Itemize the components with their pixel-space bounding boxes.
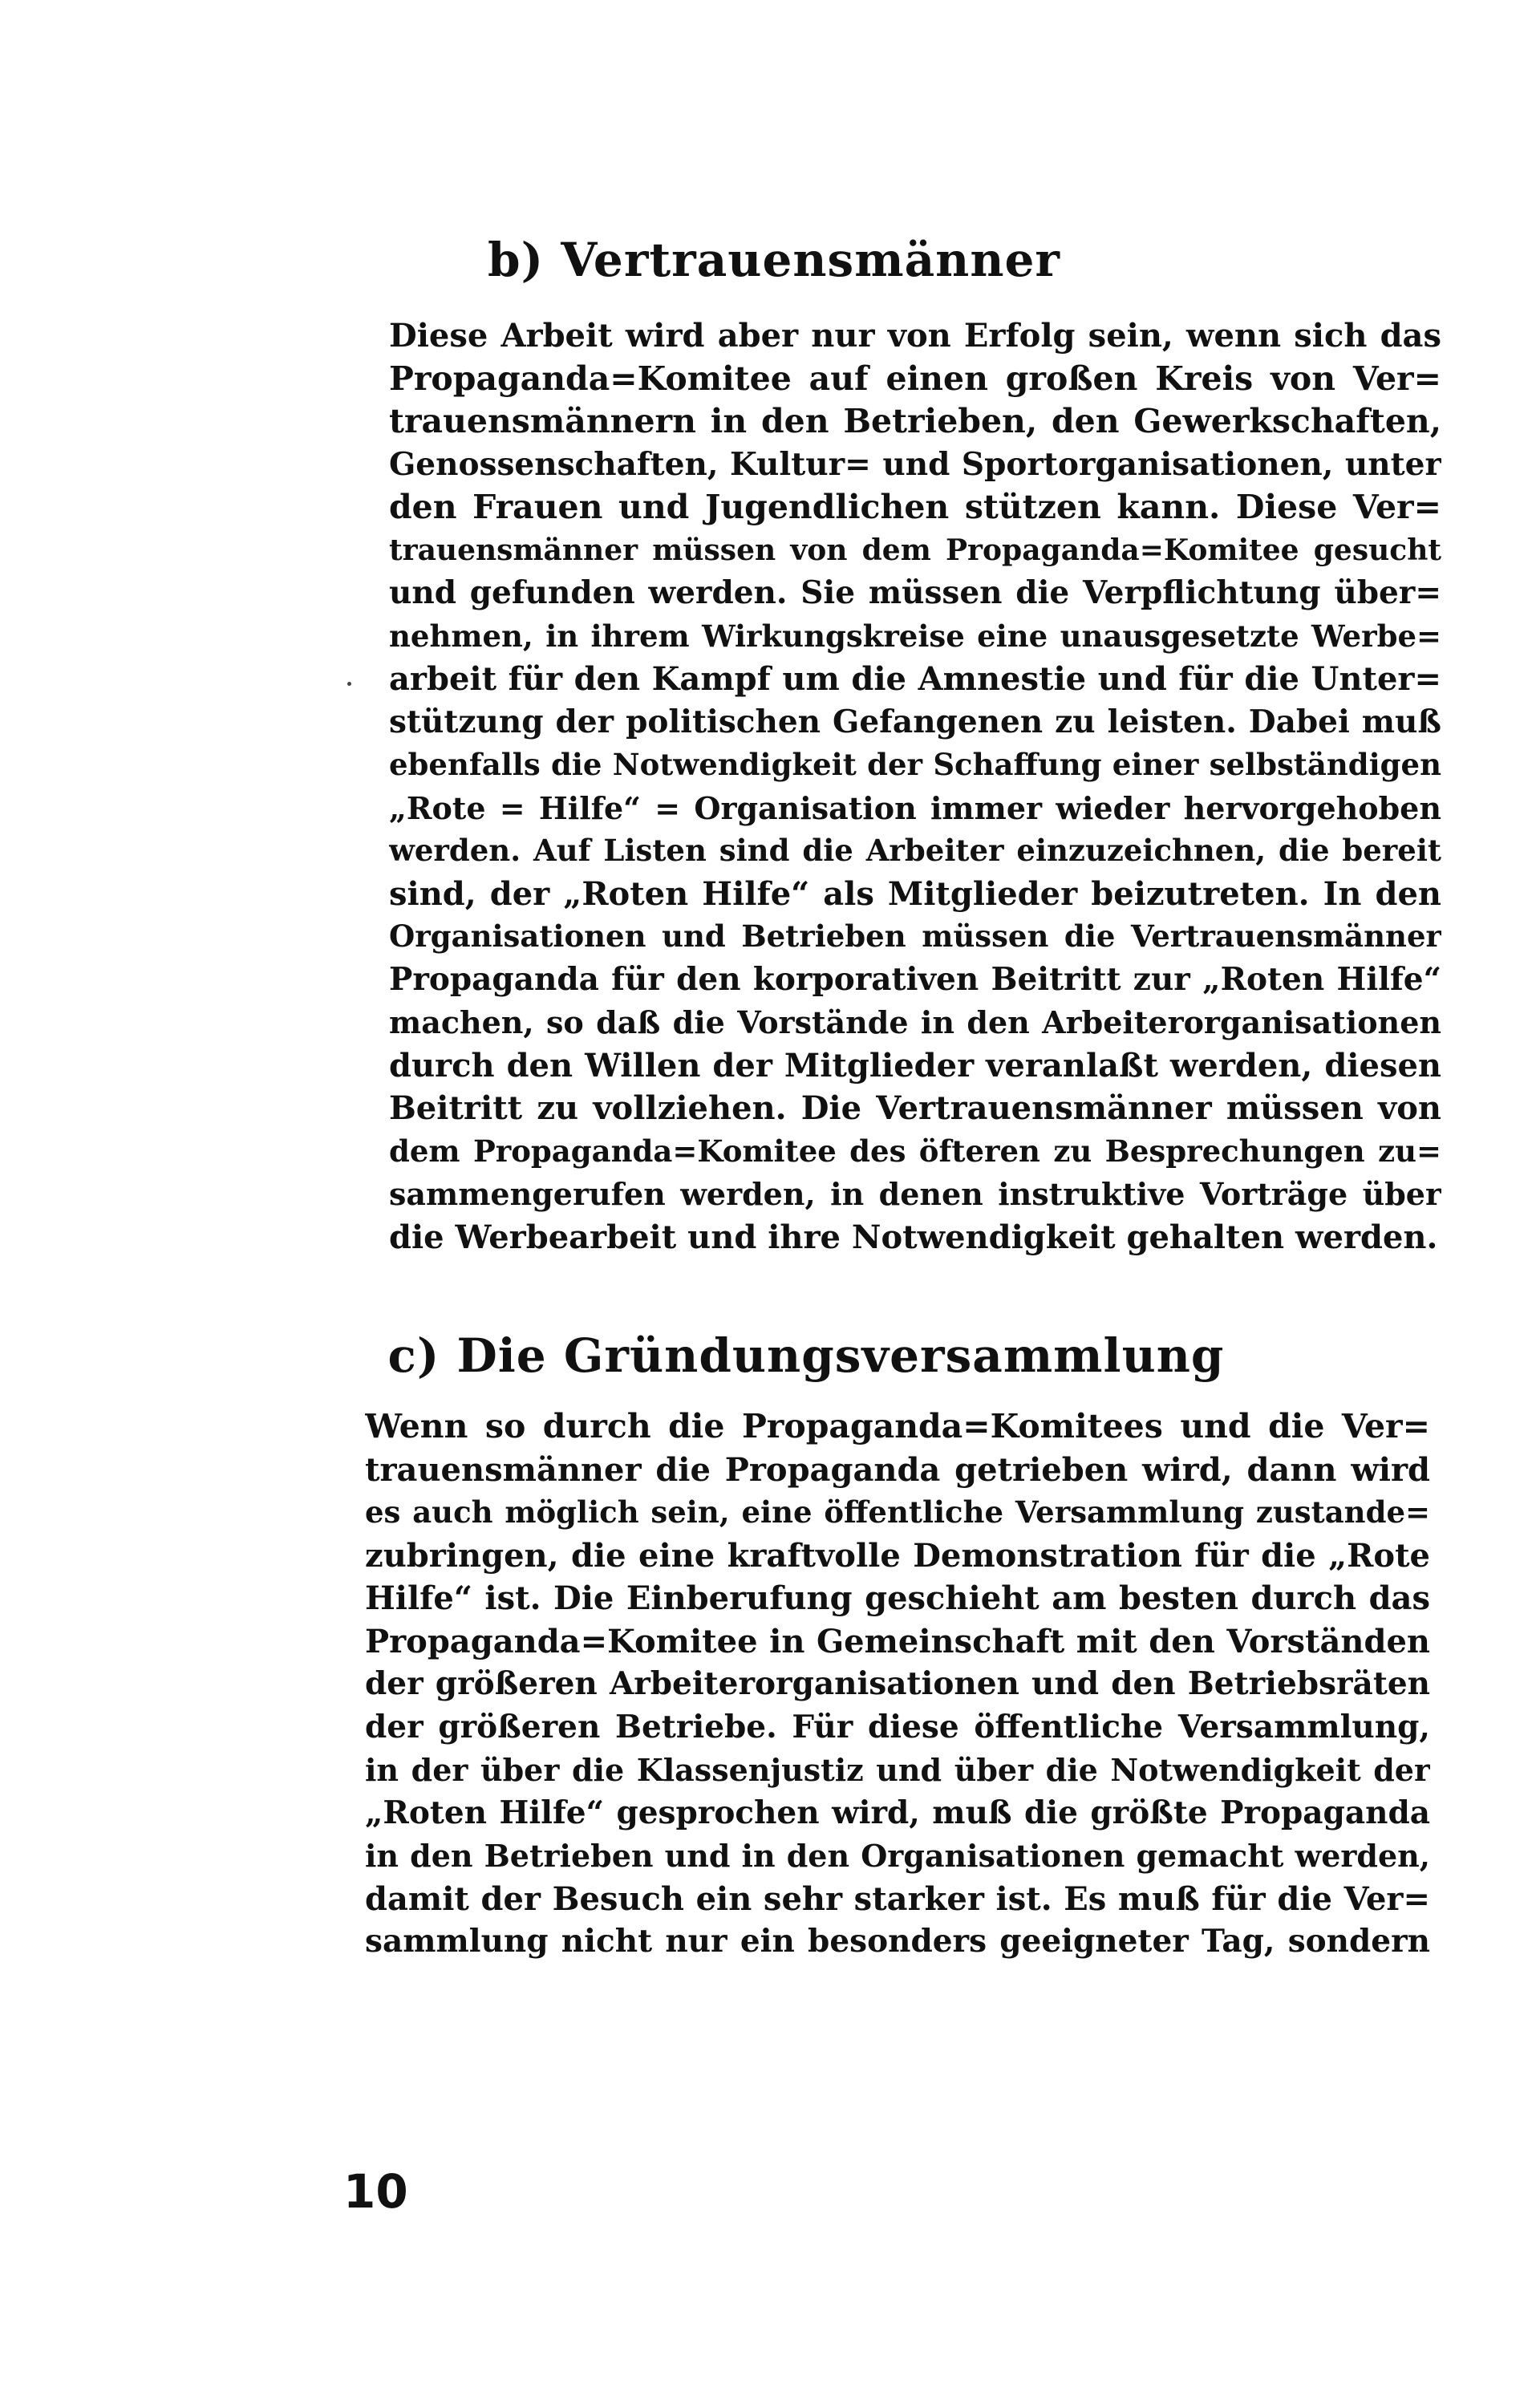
- text-line: trauensmännern in den Betrieben, den Gewerkschaften,: [389, 402, 1441, 440]
- section-b-paragraph: [389, 314, 1441, 1259]
- text-line: dem Propaganda=Komitee des öfteren zu Besprechungen zu=: [389, 1133, 1441, 1169]
- text-line: trauensmänner müssen von dem Propaganda=Komitee gesucht: [389, 533, 1441, 567]
- text-line: die Werbearbeit und ihre Notwendigkeit gehalten werden.: [389, 1218, 1438, 1256]
- text-line: Diese Arbeit wird aber nur von Erfolg sein, wenn sich das: [389, 317, 1441, 355]
- text-line: sind, der „Roten Hilfe“ als Mitglieder beizutreten. In den: [389, 874, 1441, 913]
- text-line: Wenn so durch die Propaganda=Komitees und die Ver=: [365, 1407, 1430, 1445]
- text-line: nehmen, in ihrem Wirkungskreise eine unausgesetzte Werbe=: [389, 618, 1441, 654]
- text-line: zubringen, die eine kraftvolle Demonstration für die „Rote: [365, 1536, 1430, 1575]
- text-line: Beitritt zu vollziehen. Die Vertrauensmänner müssen von: [389, 1089, 1441, 1127]
- text-line: der größeren Arbeiterorganisationen und den Betriebsräten: [365, 1665, 1430, 1702]
- section-c-paragraph: [365, 1405, 1430, 1964]
- page-number: 10: [343, 2164, 408, 2219]
- text-line: damit der Besuch ein sehr starker ist. Es muß für die Ver=: [365, 1879, 1430, 1918]
- text-line: den Frauen und Jugendlichen stützen kann. Diese Ver=: [389, 488, 1441, 526]
- text-line: Organisationen und Betrieben müssen die Vertrauensmänner: [389, 918, 1441, 954]
- text-line: arbeit für den Kampf um die Amnestie und für die Unter=: [389, 660, 1441, 698]
- text-line: es auch möglich sein, eine öffentliche Versammlung zustande=: [365, 1494, 1430, 1530]
- text-line: Propaganda für den korporativen Beitritt zur „Roten Hilfe“: [389, 960, 1441, 998]
- section-c-heading: c) Die Gründungsversammlung: [387, 1328, 1225, 1383]
- section-b-heading: b) Vertrauensmänner: [488, 233, 1060, 287]
- text-line: Hilfe“ ist. Die Einberufung geschieht am besten durch das: [365, 1579, 1430, 1617]
- text-line: trauensmänner die Propaganda getrieben wird, dann wird: [365, 1450, 1430, 1489]
- text-line: Genossenschaften, Kultur= und Sportorganisationen, unter: [389, 445, 1441, 483]
- text-line: stützung der politischen Gefangenen zu leisten. Dabei muß: [389, 703, 1441, 740]
- text-line: Propaganda=Komitee auf einen großen Kreis von Ver=: [389, 359, 1441, 398]
- text-line: Propaganda=Komitee in Gemeinschaft mit den Vorständen: [365, 1622, 1430, 1660]
- text-line: in den Betrieben und in den Organisationen gemacht werden,: [365, 1838, 1430, 1874]
- text-line: sammlung nicht nur ein besonders geeigneter Tag, sondern: [365, 1923, 1430, 1960]
- text-line: machen, so daß die Vorstände in den Arbeiterorganisationen: [389, 1004, 1441, 1040]
- text-line: der größeren Betriebe. Für diese öffentliche Versammlung,: [365, 1708, 1430, 1745]
- text-line: durch den Willen der Mitglieder veranlaßt werden, diesen: [389, 1046, 1441, 1085]
- text-line: werden. Auf Listen sind die Arbeiter einzuzeichnen, die bereit: [389, 833, 1441, 868]
- text-line: „Rote = Hilfe“ = Organisation immer wieder hervorgehoben: [389, 789, 1441, 826]
- text-line: und gefunden werden. Sie müssen die Verpflichtung über=: [389, 574, 1441, 611]
- margin-dot: [347, 682, 351, 686]
- text-line: in der über die Klassenjustiz und über die Notwendigkeit der: [365, 1752, 1430, 1788]
- text-line: ebenfalls die Notwendigkeit der Schaffung einer selbständigen: [389, 747, 1441, 782]
- text-line: sammengerufen werden, in denen instruktive Vorträge über: [389, 1176, 1441, 1212]
- text-line: „Roten Hilfe“ gesprochen wird, muß die größte Propaganda: [365, 1794, 1430, 1831]
